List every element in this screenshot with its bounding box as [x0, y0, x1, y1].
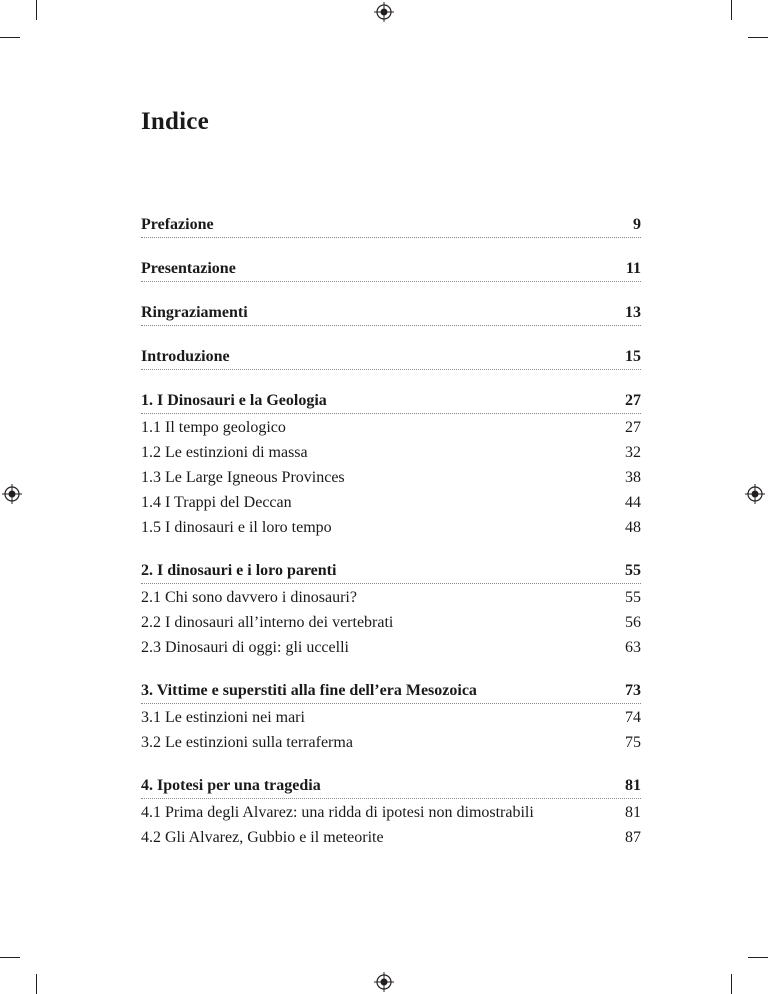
toc-subsection-entry[interactable]	[141, 610, 641, 635]
toc-subsection-entry[interactable]	[141, 635, 641, 660]
toc-section	[141, 300, 641, 326]
toc-section	[141, 212, 641, 238]
toc-section	[141, 558, 641, 660]
crop-mark	[748, 957, 768, 958]
toc-page-number: 56	[625, 614, 641, 631]
toc-subsection-entry[interactable]	[141, 490, 641, 515]
toc-subsection-entry[interactable]	[141, 465, 641, 490]
registration-mark-icon	[2, 484, 22, 504]
toc-chapter-entry[interactable]	[141, 388, 641, 414]
toc-chapter-title: 4. Ipotesi per una tragedia	[141, 777, 321, 794]
registration-mark-icon	[374, 2, 394, 22]
toc-chapter-entry[interactable]	[141, 212, 641, 238]
toc-subsection-entry[interactable]	[141, 730, 641, 755]
page-title: Indice	[141, 108, 209, 135]
toc-chapter-entry[interactable]	[141, 256, 641, 282]
toc-subsection-title: 4.2 Gli Alvarez, Gubbio e il meteorite	[141, 829, 384, 846]
toc-chapter-entry[interactable]	[141, 300, 641, 326]
toc-subsection-title: 3.1 Le estinzioni nei mari	[141, 709, 305, 726]
toc-section	[141, 678, 641, 755]
toc-page-number: 63	[625, 639, 641, 656]
toc-subsection-title: 1.1 Il tempo geologico	[141, 419, 286, 436]
toc-subsection-title: 1.2 Le estinzioni di massa	[141, 444, 308, 461]
crop-mark	[36, 974, 37, 994]
crop-mark	[731, 974, 732, 994]
crop-mark	[36, 0, 37, 20]
toc-chapter-title: 1. I Dinosauri e la Geologia	[141, 392, 327, 409]
toc-chapter-entry[interactable]	[141, 344, 641, 370]
toc-chapter-title: Ringraziamenti	[141, 304, 248, 321]
toc-subsection-title: 1.3 Le Large Igneous Provinces	[141, 469, 345, 486]
toc-section	[141, 344, 641, 370]
toc-subsection-entry[interactable]	[141, 515, 641, 540]
toc-page-number: 27	[625, 392, 641, 409]
toc-chapter-entry[interactable]	[141, 678, 641, 704]
toc-chapter-title: 2. I dinosauri e i loro parenti	[141, 562, 337, 579]
toc-page-number: 55	[625, 562, 641, 579]
crop-mark	[748, 37, 768, 38]
table-of-contents	[141, 212, 641, 868]
toc-page-number: 32	[625, 444, 641, 461]
toc-page-number: 87	[625, 829, 641, 846]
toc-page-number: 81	[625, 804, 641, 821]
toc-subsection-title: 1.5 I dinosauri e il loro tempo	[141, 519, 332, 536]
toc-section	[141, 388, 641, 540]
toc-subsection-entry[interactable]	[141, 415, 641, 440]
toc-page-number: 38	[625, 469, 641, 486]
toc-page-number: 48	[625, 519, 641, 536]
toc-subsection-title: 2.3 Dinosauri di oggi: gli uccelli	[141, 639, 349, 656]
toc-page-number: 75	[625, 734, 641, 751]
toc-page-number: 9	[633, 216, 641, 233]
toc-chapter-title: Presentazione	[141, 260, 236, 277]
toc-page-number: 81	[625, 777, 641, 794]
toc-section	[141, 773, 641, 850]
crop-mark	[0, 37, 20, 38]
toc-subsection-title: 1.4 I Trappi del Deccan	[141, 494, 292, 511]
toc-subsection-entry[interactable]	[141, 800, 641, 825]
registration-mark-icon	[745, 484, 765, 504]
toc-subsection-entry[interactable]	[141, 825, 641, 850]
toc-subsection-title: 2.1 Chi sono davvero i dinosauri?	[141, 589, 357, 606]
toc-section	[141, 256, 641, 282]
toc-subsection-entry[interactable]	[141, 440, 641, 465]
toc-chapter-entry[interactable]	[141, 558, 641, 584]
toc-page-number: 13	[625, 304, 641, 321]
toc-chapter-title: 3. Vittime e superstiti alla fine dell’era Mesozoica	[141, 682, 477, 699]
toc-chapter-title: Prefazione	[141, 216, 214, 233]
crop-mark	[731, 0, 732, 20]
toc-chapter-title: Introduzione	[141, 348, 230, 365]
toc-page-number: 44	[625, 494, 641, 511]
registration-mark-icon	[374, 972, 394, 992]
toc-page-number: 15	[625, 348, 641, 365]
toc-page-number: 55	[625, 589, 641, 606]
toc-chapter-entry[interactable]	[141, 773, 641, 799]
toc-subsection-entry[interactable]	[141, 585, 641, 610]
crop-mark	[0, 957, 20, 958]
toc-page-number: 27	[625, 419, 641, 436]
toc-page-number: 73	[625, 682, 641, 699]
toc-subsection-title: 3.2 Le estinzioni sulla terraferma	[141, 734, 353, 751]
toc-subsection-title: 2.2 I dinosauri all’interno dei vertebrati	[141, 614, 394, 631]
toc-subsection-entry[interactable]	[141, 705, 641, 730]
toc-page-number: 74	[625, 709, 641, 726]
toc-subsection-title: 4.1 Prima degli Alvarez: una ridda di ipotesi non dimostrabili	[141, 804, 534, 821]
toc-page-number: 11	[625, 260, 641, 277]
